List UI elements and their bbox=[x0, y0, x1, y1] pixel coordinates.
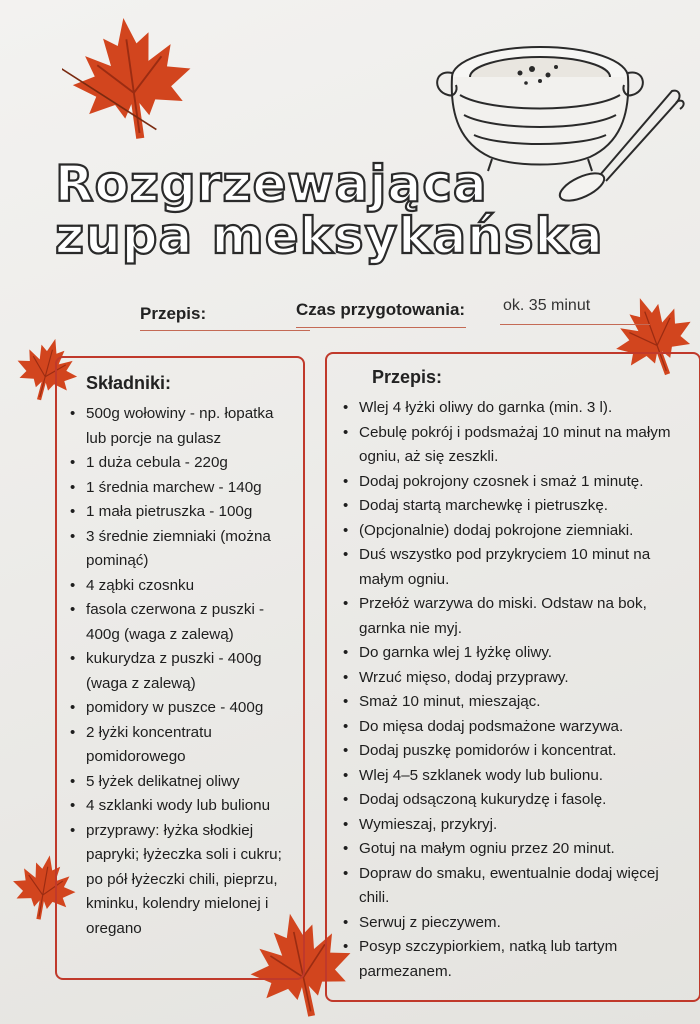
step-item: • Dodaj pokrojony czosnek i smaż 1 minutę. bbox=[343, 470, 683, 495]
step-item: • Dopraw do smaku, ewentualnie dodaj więcej chili. bbox=[343, 862, 683, 911]
ingredient-item: • 1 średnia marchew - 140g bbox=[70, 476, 288, 501]
step-item: • Wlej 4 łyżki oliwy do garnka (min. 3 l). bbox=[343, 396, 683, 421]
step-item: • Posyp szczypiorkiem, natką lub tartym parmezanem. bbox=[343, 935, 683, 984]
recipe-label: Przepis: bbox=[140, 304, 207, 323]
title-line-2: zupa meksykańska bbox=[55, 207, 604, 265]
steps-list bbox=[343, 396, 683, 984]
title-line-1: Rozgrzewająca bbox=[55, 155, 488, 213]
step-item: • Smaż 10 minut, mieszając. bbox=[343, 690, 683, 715]
ingredient-item: • 1 duża cebula - 220g bbox=[70, 451, 288, 476]
ingredient-item: • 4 szklanki wody lub bulionu bbox=[70, 794, 288, 819]
prep-time-underline bbox=[296, 327, 466, 328]
step-item: • Wymieszaj, przykryj. bbox=[343, 813, 683, 838]
ingredient-item: • 5 łyżek delikatnej oliwy bbox=[70, 770, 288, 795]
step-item: • Dodaj startą marchewkę i pietruszkę. bbox=[343, 494, 683, 519]
ingredient-item: • 3 średnie ziemniaki (można pominąć) bbox=[70, 525, 288, 574]
step-item: • Przełóż warzywa do miski. Odstaw na bok, garnka nie myj. bbox=[343, 592, 683, 641]
ingredient-item: • 1 mała pietruszka - 100g bbox=[70, 500, 288, 525]
step-item: • Do mięsa dodaj podsmażone warzywa. bbox=[343, 715, 683, 740]
recipe-underline bbox=[140, 330, 310, 331]
step-item: • (Opcjonalnie) dodaj pokrojone ziemniaki. bbox=[343, 519, 683, 544]
prep-time-value: ok. 35 minut bbox=[503, 297, 591, 314]
ingredients-heading: Składniki: bbox=[86, 373, 172, 393]
ingredient-item: • pomidory w puszce - 400g bbox=[70, 696, 288, 721]
ingredient-item: • przyprawy: łyżka słodkiej papryki; łyżeczka soli i cukru; po pół łyżeczki chili, pieprzu, kminku, kolendry mielonej i oregano bbox=[70, 819, 288, 942]
step-item: • Serwuj z pieczywem. bbox=[343, 911, 683, 936]
page-title bbox=[55, 155, 604, 265]
prep-time-label: Czas przygotowania: bbox=[296, 300, 466, 319]
step-item: • Dodaj odsączoną kukurydzę i fasolę. bbox=[343, 788, 683, 813]
ingredient-item: • 2 łyżki koncentratu pomidorowego bbox=[70, 721, 288, 770]
steps-heading: Przepis: bbox=[372, 367, 443, 387]
step-item: • Do garnka wlej 1 łyżkę oliwy. bbox=[343, 641, 683, 666]
ingredient-item: • 4 ząbki czosnku bbox=[70, 574, 288, 599]
step-item: • Cebulę pokrój i podsmażaj 10 minut na małym ogniu, aż się zeszkli. bbox=[343, 421, 683, 470]
prep-time-value-underline bbox=[500, 324, 650, 325]
step-item: • Gotuj na małym ogniu przez 20 minut. bbox=[343, 837, 683, 862]
ingredients-list bbox=[70, 402, 288, 941]
step-item: • Duś wszystko pod przykryciem 10 minut na małym ogniu. bbox=[343, 543, 683, 592]
maple-leaf-icon bbox=[62, 12, 202, 147]
step-item: • Wlej 4–5 szklanek wody lub bulionu. bbox=[343, 764, 683, 789]
ingredient-item: • kukurydza z puszki - 400g (waga z zalewą) bbox=[70, 647, 288, 696]
ingredient-item: • fasola czerwona z puszki - 400g (waga z zalewą) bbox=[70, 598, 288, 647]
step-item: • Wrzuć mięso, dodaj przyprawy. bbox=[343, 666, 683, 691]
step-item: • Dodaj puszkę pomidorów i koncentrat. bbox=[343, 739, 683, 764]
ingredient-item: • 500g wołowiny - np. łopatka lub porcje na gulasz bbox=[70, 402, 288, 451]
